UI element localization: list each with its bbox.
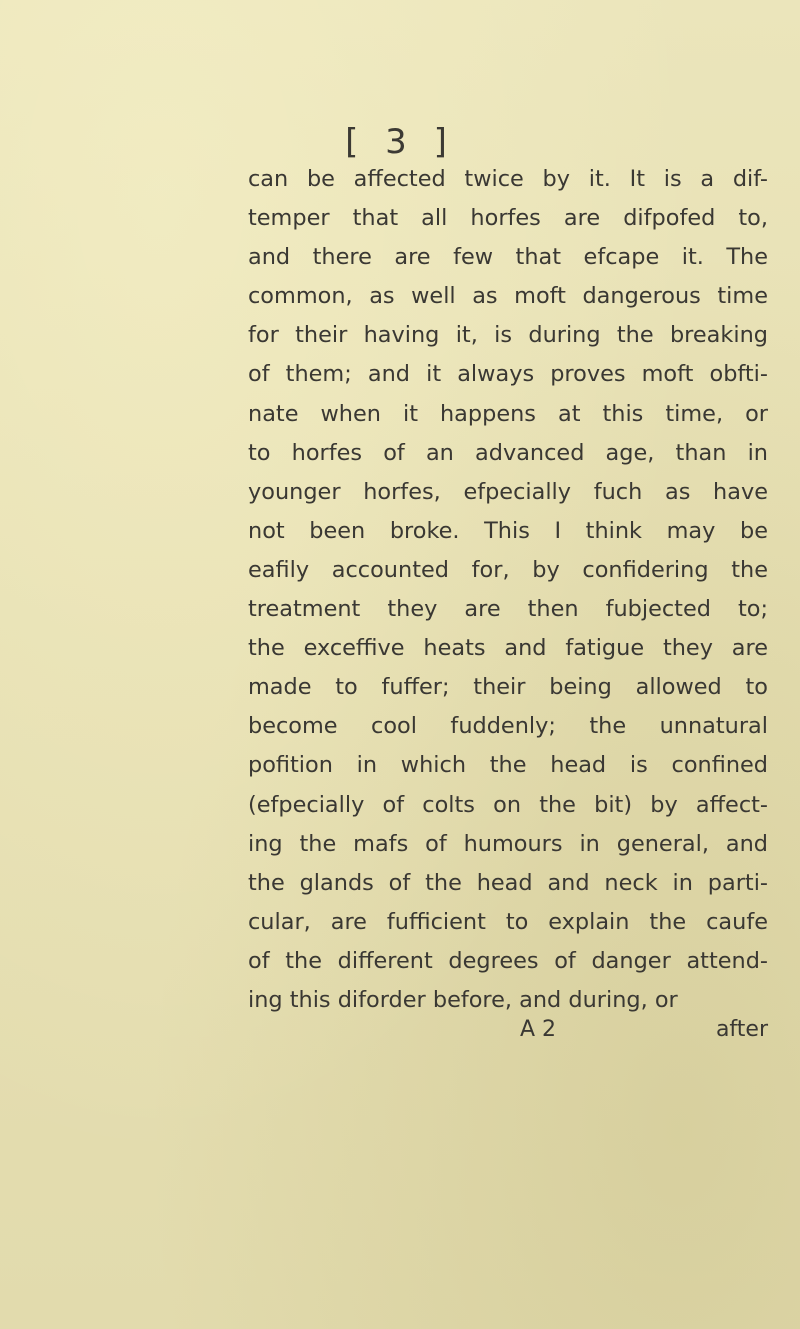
text-line: ing the mafs of humours in general, and (248, 830, 768, 857)
signature-mark: A 2 (520, 1017, 557, 1042)
text-line: pofition in which the head is confined (248, 752, 768, 779)
page-footer (248, 1017, 768, 1051)
text-line: made to fuffer; their being allowed to (248, 674, 768, 701)
text-line: ing this diforder before, and during, or (248, 986, 678, 1013)
text-line: treatment they are then fubjected to; (248, 596, 768, 623)
text-line: common, as well as moft dangerous time (248, 283, 768, 310)
text-line: temper that all horfes are difpofed to, (248, 205, 768, 232)
text-line: can be affected twice by it. It is a dif- (248, 166, 768, 192)
text-line: (efpecially of colts on the bit) by affect- (248, 791, 768, 818)
text-line: for their having it, is during the breaking (248, 322, 768, 349)
text-line: become cool fuddenly; the unnatural (248, 713, 768, 740)
page-number: [ 3 ] (345, 122, 455, 162)
text-line: the glands of the head and neck in parti- (248, 869, 768, 896)
body-text (248, 160, 768, 1020)
text-line: to horfes of an advanced age, than in (248, 439, 768, 466)
text-line: and there are few that efcape it. The (248, 244, 768, 271)
text-line: nate when it happens at this time, or (248, 400, 768, 427)
text-line: younger horfes, efpecially fuch as have (248, 478, 768, 505)
text-line: the exceffive heats and fatigue they are (248, 635, 768, 662)
text-line: cular, are fufficient to explain the caufe (248, 908, 768, 935)
text-line: of them; and it always proves moft obfti- (248, 361, 768, 388)
text-line: eafily accounted for, by confidering the (248, 556, 768, 583)
text-line: of the different degrees of danger attend- (248, 947, 768, 974)
text-line: not been broke. This I think may be (248, 517, 768, 544)
catchword: after (715, 1017, 768, 1042)
